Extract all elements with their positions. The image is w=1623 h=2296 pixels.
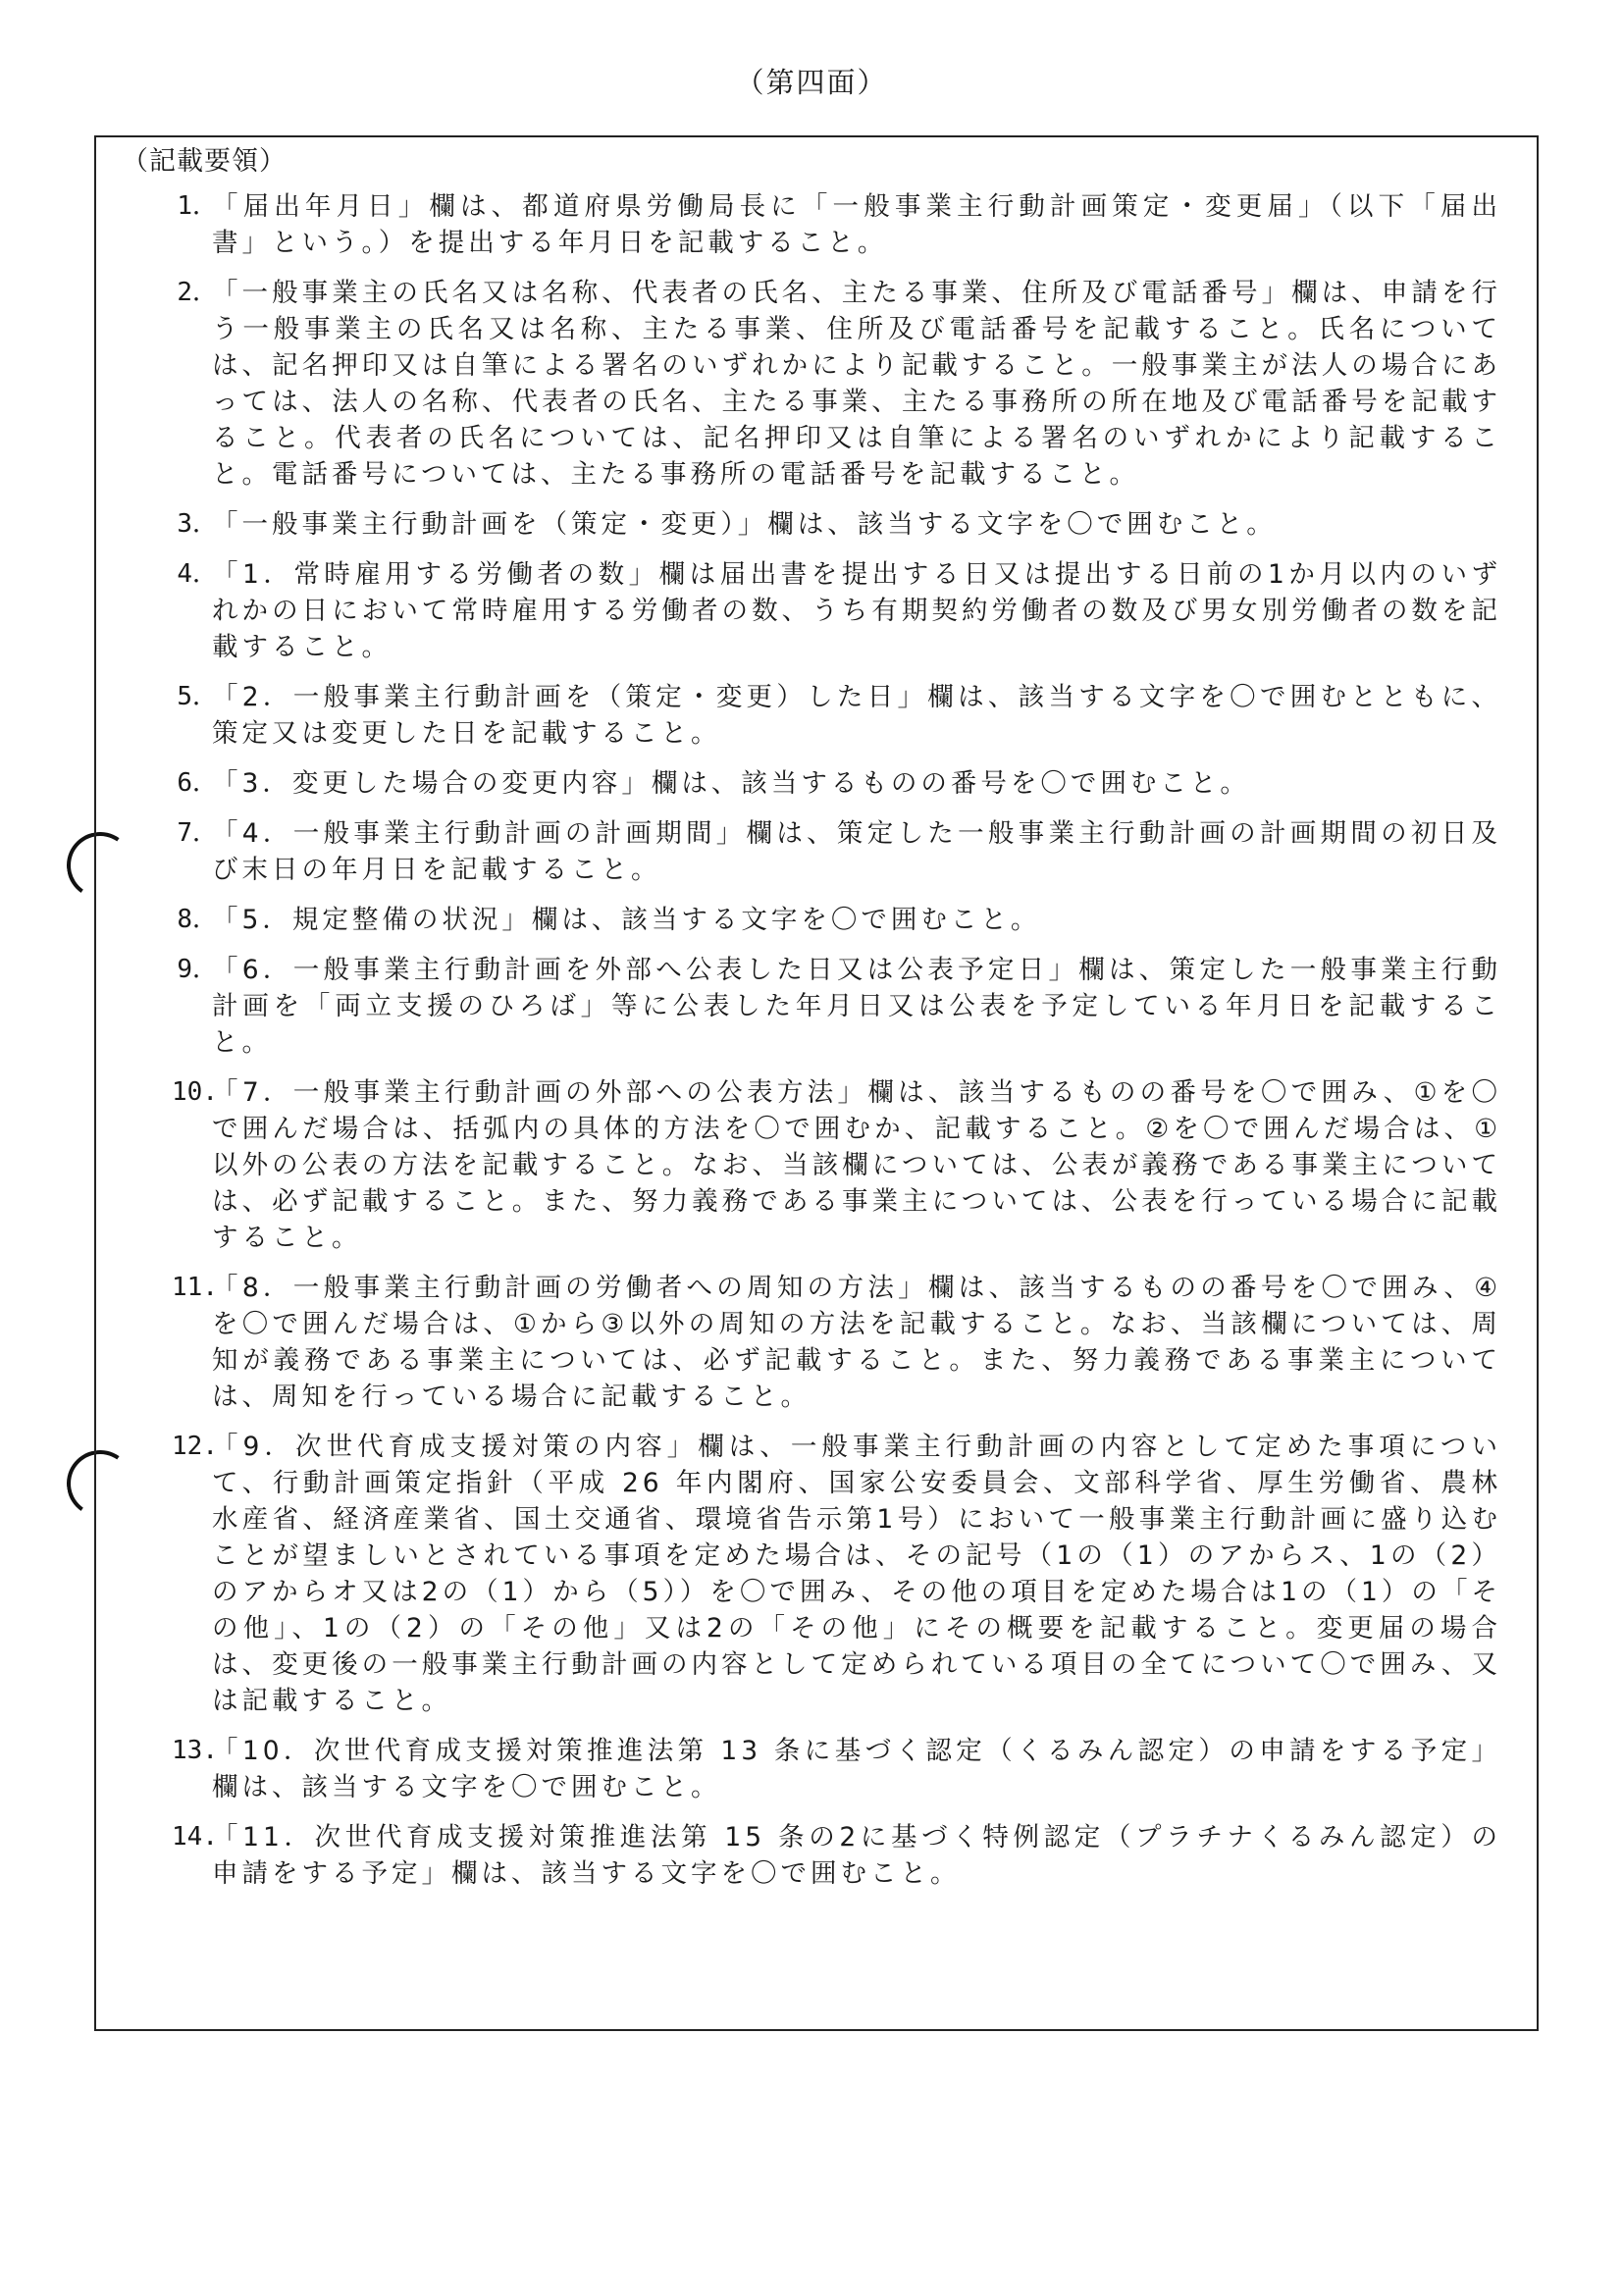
list-item [96,1819,1537,1892]
item-text: 「1．常時雇用する労働者の数」欄は届出書を提出する日又は提出する日前の1か月以内のいずれかの日において常時雇用する労働者の数、うち有期契約労働者の数及び男女別労働者の数を記載すること。 [212,559,1501,662]
list-item [96,765,1537,802]
instructions-frame [94,135,1539,2031]
section-heading: （記載要領） [122,146,287,177]
list-item [96,1429,1537,1719]
item-text: 「11．次世代育成支援対策推進法第 15 条の2に基づく特例認定（プラチナくるみん認定）の申請をする予定」欄は、該当する文字を〇で囲むこと。 [212,1822,1501,1889]
list-item [96,1074,1537,1256]
list-item [96,275,1537,493]
item-text: 「一般事業主行動計画を（策定・変更）」欄は、該当する文字を〇で囲むこと。 [212,509,1277,540]
item-number: 1． [177,191,218,221]
item-number: 14. [172,1822,218,1852]
item-text: 「9．次世代育成支援対策の内容」欄は、一般事業主行動計画の内容として定めた事項について、行動計画策定指針（平成 26 年内閣府、国家公安委員会、文部科学省、厚生労働省、農林水産省、経済産業省、国土交通省、環境省告示第1号）において一般事業主行動計画に盛り込むことが望ましいとされている事項を定めた場合は、その記号（1の（1）のアからス、1の（2）のアからオ又は2の（1）から（5））を〇で囲み、その他の項目を定めた場合は1の（1）の「その他」、1の（2）の「その他」又は2の「その他」にその概要を記載すること。変更届の場合は、変更後の一般事業主行動計画の内容として定められている項目の全てについて〇で囲み、又は記載すること。 [212,1432,1501,1716]
item-number: 5． [177,682,218,711]
item-number: 2． [177,278,218,307]
list-item [96,679,1537,752]
list-item [96,188,1537,261]
instruction-list [96,188,1537,1905]
item-number: 9． [177,955,218,984]
item-text: 「6．一般事業主行動計画を外部へ公表した日又は公表予定日」欄は、策定した一般事業主行動計画を「両立支援のひろば」等に公表した年月日又は公表を予定している年月日を記載すること。 [212,955,1501,1058]
item-number: 13. [172,1736,218,1765]
item-number: 8． [177,905,218,934]
list-item [96,506,1537,543]
item-text: 「一般事業主の氏名又は名称、代表者の氏名、主たる事業、住所及び電話番号」欄は、申請を行う一般事業主の氏名又は名称、主たる事業、住所及び電話番号を記載すること。氏名については、記名押印又は自筆による署名のいずれかにより記載すること。一般事業主が法人の場合にあっては、法人の名称、代表者の氏名、主たる事業、主たる事務所の所在地及び電話番号を記載すること。代表者の氏名については、記名押印又は自筆による署名のいずれかにより記載すること。電話番号については、主たる事務所の電話番号を記載すること。 [212,278,1501,490]
item-number: 7． [177,818,218,848]
item-text: 「7．一般事業主行動計画の外部への公表方法」欄は、該当するものの番号を〇で囲み、①を〇で囲んだ場合は、括弧内の具体的方法を〇で囲むか、記載すること。②を〇で囲んだ場合は、①以外の公表の方法を記載すること。なお、当該欄については、公表が義務である事業主については、必ず記載すること。また、努力義務である事業主については、公表を行っている場合に記載すること。 [212,1077,1501,1253]
list-item [96,556,1537,665]
item-number: 4． [177,559,218,589]
item-number: 6． [177,768,218,798]
item-text: 「2．一般事業主行動計画を（策定・変更）した日」欄は、該当する文字を〇で囲むとともに、策定又は変更した日を記載すること。 [212,682,1501,749]
item-number: 11. [172,1273,218,1302]
item-text: 「10．次世代育成支援対策推進法第 13 条に基づく認定（くるみん認定）の申請をする予定」欄は、該当する文字を〇で囲むこと。 [212,1736,1501,1802]
item-text: 「4．一般事業主行動計画の計画期間」欄は、策定した一般事業主行動計画の計画期間の初日及び末日の年月日を記載すること。 [212,818,1501,885]
item-number: 12. [172,1432,218,1461]
list-item [96,815,1537,888]
item-text: 「3．変更した場合の変更内容」欄は、該当するものの番号を〇で囲むこと。 [212,768,1250,799]
item-number: 10. [172,1077,218,1107]
list-item [96,952,1537,1061]
list-item [96,1733,1537,1805]
item-text: 「8．一般事業主行動計画の労働者への周知の方法」欄は、該当するものの番号を〇で囲み、④を〇で囲んだ場合は、①から③以外の周知の方法を記載すること。なお、当該欄については、周知が義務である事業主については、必ず記載すること。また、努力義務である事業主については、周知を行っている場合に記載すること。 [212,1273,1501,1412]
list-item [96,1270,1537,1415]
item-text: 「届出年月日」欄は、都道府県労働局長に「一般事業主行動計画策定・変更届」（以下「届出書」という。）を提出する年月日を記載すること。 [212,191,1501,258]
page-title: （第四面） [735,66,888,99]
item-text: 「5．規定整備の状況」欄は、該当する文字を〇で囲むこと。 [212,905,1041,935]
list-item [96,902,1537,938]
item-number: 3． [177,509,218,539]
